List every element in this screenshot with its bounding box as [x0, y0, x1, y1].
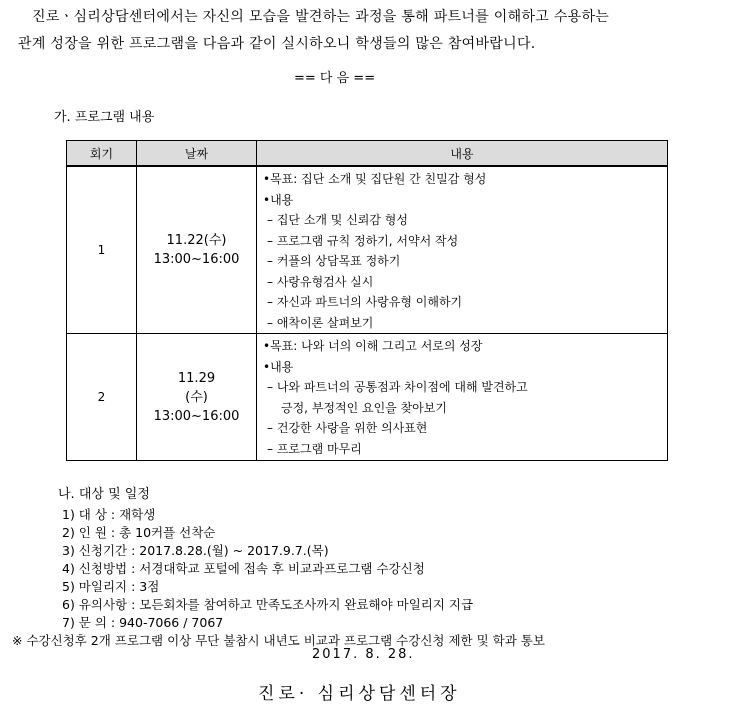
intro-line-1: 진로ㆍ심리상담센터에서는 자신의 모습을 발견하는 과정을 통해 파트너를 이해하고 수용하는 — [32, 9, 610, 25]
note-text: ※ 수강신청후 2개 프로그램 이상 무단 불참시 내년도 비교과 프로그램 수강신청 제한 및 학과 통보 — [12, 633, 545, 648]
session-number: 1 — [67, 166, 137, 334]
list-item: 6) 유의사항 : 모든회차를 참여하고 만족도조사까지 완료해야 마일리지 지급 — [62, 597, 474, 612]
content-item: – 애착이론 살펴보기 — [267, 315, 374, 330]
content-item: – 커플의 상담목표 정하기 — [267, 254, 401, 268]
section-a-title: 가. 프로그램 내용 — [54, 110, 155, 125]
table-row — [67, 166, 668, 334]
list-item: 1) 대 상 : 재학생 — [62, 507, 156, 522]
content-label: •내용 — [263, 192, 294, 207]
content-item: – 프로그램 마무리 — [267, 441, 362, 456]
content-item: – 건강한 사랑을 위한 의사표현 — [267, 421, 428, 435]
session-date — [137, 334, 257, 461]
time-line: 13:00~16:00 — [153, 408, 240, 424]
document-date: 2017. 8. 28. — [312, 647, 415, 662]
section-b-title: 나. 대상 및 일정 — [58, 487, 150, 502]
header-date: 날짜 — [137, 141, 257, 167]
content-label: •내용 — [263, 359, 294, 374]
time-line: 13:00~16:00 — [153, 252, 240, 267]
header-session: 회기 — [67, 141, 137, 167]
content-item: – 프로그램 규칙 정하기, 서약서 작성 — [267, 233, 459, 248]
list-item: 5) 마일리지 : 3점 — [62, 579, 160, 594]
content-item-continued: 긍정, 부정적인 요인을 찾아보기 — [281, 400, 447, 415]
signature: 진로· 심리상담센터장 — [258, 684, 461, 704]
goal-line: •목표: 나와 너의 이해 그리고 서로의 성장 — [263, 339, 483, 353]
list-item: 4) 신청방법 : 서경대학교 포털에 접속 후 비교과프로그램 수강신청 — [62, 561, 425, 576]
session-date — [137, 166, 257, 334]
intro-line-2: 관계 성장을 위한 프로그램을 다음과 같이 실시하오니 학생들의 많은 참여바랍니다. — [18, 36, 536, 52]
session-number: 2 — [67, 334, 137, 461]
content-item: – 자신과 파트너의 사랑유형 이해하기 — [267, 295, 463, 309]
date-line: 11.22(수) — [166, 233, 227, 248]
date-line: 11.29 — [177, 370, 216, 386]
weekday-line: (수) — [185, 389, 208, 405]
list-item: 7) 문 의 : 940-7066 / 7067 — [62, 615, 224, 630]
list-item: 2) 인 원 : 총 10커플 선착순 — [62, 525, 216, 540]
goal-line: •목표: 집단 소개 및 집단원 간 친밀감 형성 — [263, 172, 487, 186]
program-table — [66, 140, 668, 461]
table-row — [67, 334, 668, 461]
session-content — [257, 166, 668, 334]
header-content: 내용 — [257, 141, 668, 167]
content-item: – 사랑유형검사 실시 — [267, 274, 374, 289]
session-content — [257, 334, 668, 461]
list-item: 3) 신청기간 : 2017.8.28.(월) ~ 2017.9.7.(목) — [62, 543, 329, 558]
content-item: – 나와 파트너의 공통점과 차이점에 대해 발견하고 — [267, 380, 528, 394]
table-header-row — [67, 141, 668, 167]
content-item: – 집단 소개 및 신뢰감 형성 — [267, 213, 408, 227]
notice-heading: == 다 음 == — [294, 71, 376, 86]
